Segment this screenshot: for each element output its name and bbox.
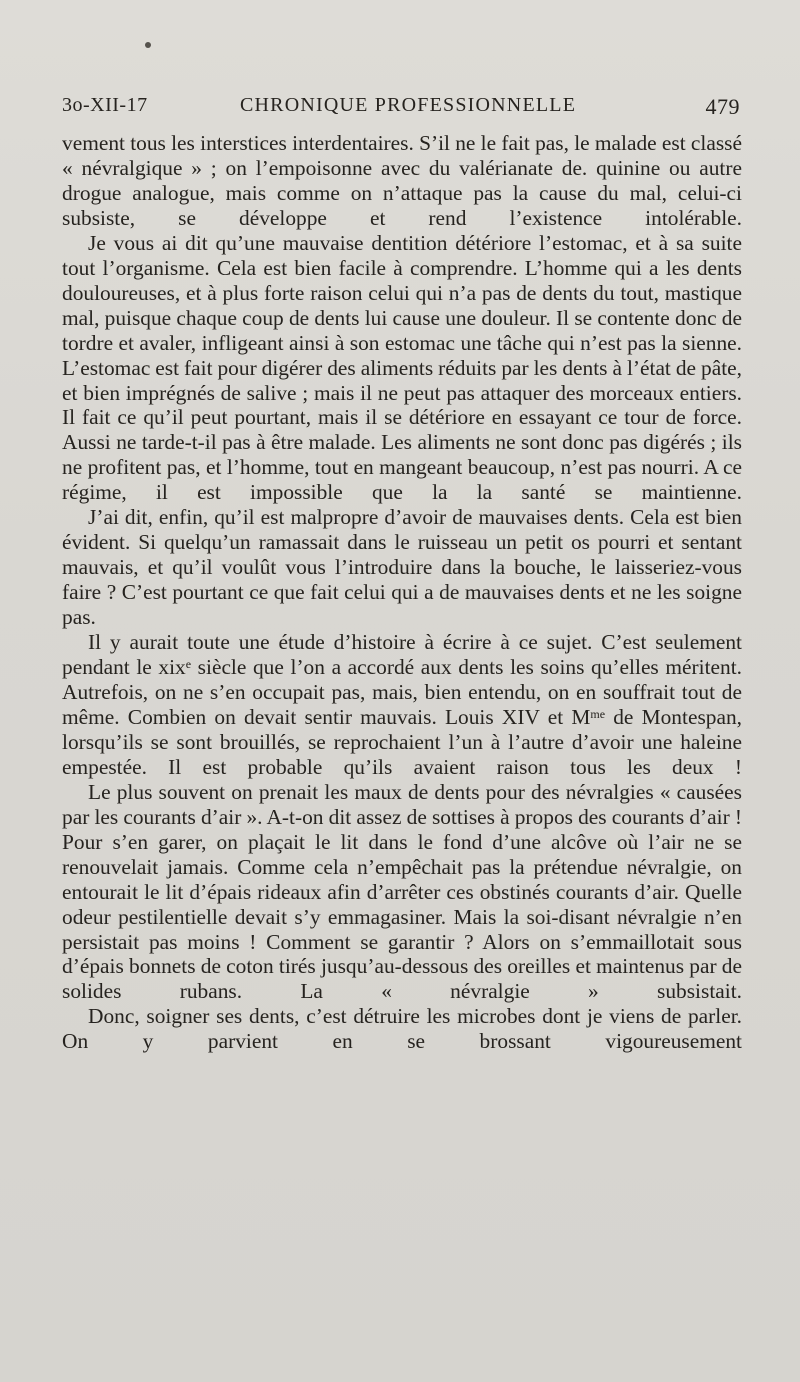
- page-number: 479: [705, 94, 740, 119]
- paragraph-4: Il y aurait toute une étude d’histoire à écrire à ce sujet. C’est seulement pendant le xix$^e$ siècle que l’on a accordé aux dents les soins qu’elles méritent. Autrefois, on ne s’en occupait pas, mais, bien entendu, on en souffrait tout de même. Combien on devait sentir mauvais. Louis XIV et $M^{me}$ de Montespan, lorsqu’ils se sont brouillés, se reprochaient l’un à l’autre d’avoir une haleine empestée. Il est probable qu’ils avaient raison tous les deux !: [62, 630, 742, 779]
- paragraph-6: Donc, soigner ses dents, c’est détruire les microbes dont je viens de parler. On y parvient en se brossant vigoureusement: [62, 1004, 742, 1054]
- ink-speck: [145, 42, 151, 48]
- header-title: CHRONIQUE PROFESSIONNELLE: [240, 94, 577, 116]
- paragraph-5: Le plus souvent on prenait les maux de dents pour des névralgies « causées par les courants d’air ». A-t-on dit assez de sottises à propos des courants d’air ! Pour s’en garer, on plaçait le lit dans le fond d’une alcôve où l’air ne se renouvelait jamais. Comme cela n’empêchait pas la prétendue névralgie, on entourait le lit d’épais rideaux afin d’arrêter ces obstinés courants d’air. Quelle odeur pestilentielle devait s’y emmagasiner. Mais la soi-disant névralgie n’en persistait pas moins ! Comment se garantir ? Alors on s’emmaillotait sous d’épais bonnets de coton tirés jusqu’au-dessous des oreilles et maintenus par de solides rubans. La « névralgie » subsistait.: [62, 779, 742, 1004]
- body-text: [62, 131, 742, 1054]
- madame-superscript: me: [590, 706, 606, 721]
- paragraph-2: Je vous ai dit qu’une mauvaise dentition détériore l’estomac, et à sa suite tout l’organisme. Cela est bien facile à comprendre. L’homme qui a les dents douloureuses, et à plus forte raison celui qui n’a pas de dents du tout, mastique mal, puisque chaque coup de dents lui cause une douleur. Il se contente donc de tordre et avaler, infligeant ainsi à son estomac une tâche qui n’est pas la sienne. L’estomac est fait pour digérer des aliments réduits par les dents à l’état de pâte, et bien imprégnés de salive ; mais il ne peut pas attaquer des morceaux entiers. Il fait ce qu’il peut pourtant, mais il se détériore en essayant ce tour de force. Aussi ne tarde-t-il pas à être malade. Les aliments ne sont donc pas digérés ; ils ne profitent pas, et l’homme, tout en mangeant beaucoup, n’est pas nourri. A ce régime, il est impossible que la la santé se maintienne.: [62, 230, 742, 505]
- header-date: 3o-XII-17: [62, 94, 148, 116]
- paragraph-1: vement tous les interstices interdentaires. S’il ne le fait pas, le malade est classé « névralgique » ; on l’empoisonne avec du valérianate de. quinine ou autre drogue analogue, mais comme on n’attaque pas la cause du mal, celui-ci subsiste, se développe et rend l’existence intolérable.: [62, 131, 742, 230]
- century-superscript: e: [185, 657, 192, 672]
- running-header: [62, 92, 740, 120]
- paragraph-3: J’ai dit, enfin, qu’il est malpropre d’avoir de mauvaises dents. Cela est bien évident. Si quelqu’un ramassait dans le ruisseau un petit os pourri et sentant mauvais, et qu’il voulût vous l’introduire dans la bouche, le laisseriez-vous faire ? C’est pourtant ce que fait celui qui a de mauvaises dents et ne les soigne pas.: [62, 505, 742, 630]
